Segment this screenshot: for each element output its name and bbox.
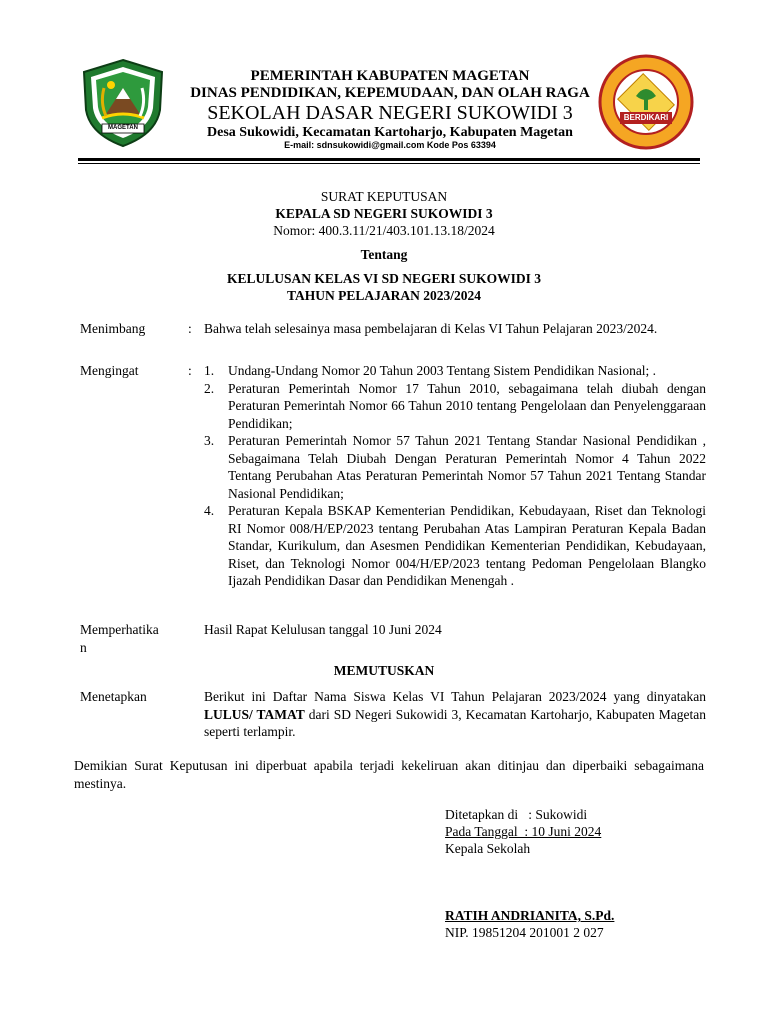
list-item: 4. Peraturan Kepala BSKAP Kementerian Pendidikan, Kebudayaan, Riset dan Teknologi RI Nomor 008/H/EP/2023 tentang Perubahan Atas Lampiran Peraturan Kepala Badan Standar, Kurikulum, dan Asesmen Pendidikan Kementerian Pendidikan, Kebudayaan, Riset, dan Teknologi Nomor 004/H/EP/2023 tentang Pedoman Pengelolaan Blangko Ijazah Pendidikan Dasar dan Pendidikan Menengah . — [204, 503, 706, 588]
decree-number: Nomor: 400.3.11/21/403.101.13.18/2024 — [273, 223, 495, 238]
menimbang-text: Bahwa telah selesainya masa pembelajaran di Kelas VI Tahun Pelajaran 2023/2024. — [204, 321, 658, 336]
list-item: 3. Peraturan Pemerintah Nomor 57 Tahun 2021 Tentang Standar Nasional Pendidikan , Sebagaimana Telah Diubah Dengan Peraturan Pemerintah Nomor 4 Tahun 2022 Tentang Perubahan Atas Peraturan Pemerintah Nomor 57 Tahun 2021 Tentang Standar Nasional Pendidikan; — [204, 433, 706, 501]
mengingat-list — [204, 362, 706, 590]
mengingat-colon: : — [188, 363, 192, 378]
lulus-tamat-emphasis: LULUS/ TAMAT — [204, 706, 305, 722]
signer-nip: NIP. 19851204 201001 2 027 — [445, 925, 604, 940]
decree-subject: KELULUSAN KELAS VI SD NEGERI SUKOWIDI 3 — [226, 271, 542, 286]
gov-line: PEMERINTAH KABUPATEN MAGETAN — [250, 68, 530, 84]
school-address: Desa Sukowidi, Kecamatan Kartoharjo, Kabupaten Magetan — [207, 125, 573, 140]
header-rule-thick — [78, 158, 700, 161]
school-contact: E-mail: sdnsukowidi@gmail.com Kode Pos 63394 — [284, 140, 496, 150]
memperhatikan-label: Memperhatika n — [80, 622, 159, 655]
menimbang-label: Menimbang — [80, 321, 146, 336]
header-rule-thin — [78, 163, 700, 164]
signature-position: Kepala Sekolah — [445, 841, 531, 856]
menimbang-colon: : — [188, 321, 192, 336]
memutuskan-heading: MEMUTUSKAN — [333, 663, 435, 678]
seal-label: BERDIKARI — [620, 112, 672, 124]
decree-about: Tentang — [360, 247, 408, 262]
dept-line: DINAS PENDIDIKAN, KEPEMUDAAN, DAN OLAH RAGA — [190, 85, 590, 101]
decree-year: TAHUN PELAJARAN 2023/2024 — [286, 288, 481, 303]
memperhatikan-text: Hasil Rapat Kelulusan tanggal 10 Juni 2024 — [204, 622, 442, 637]
magetan-emblem-logo — [80, 58, 166, 148]
menetapkan-text: Berikut ini Daftar Nama Siswa Kelas VI Tahun Pelajaran 2023/2024 yang dinyatakan LULUS/ TAMAT dari SD Negeri Sukowidi 3, Kecamatan Kartoharjo, Kabupaten Magetan seperti terlampir. — [204, 689, 706, 739]
decree-title: SURAT KEPUTUSAN — [320, 189, 448, 204]
mengingat-label: Mengingat — [80, 363, 139, 378]
closing-paragraph: Demikian Surat Keputusan ini diperbuat apabila terjadi kekeliruan akan ditinjau dan diperbaiki sebagaimana mestinya. — [74, 758, 704, 791]
decree-issuer: KEPALA SD NEGERI SUKOWIDI 3 — [275, 206, 493, 221]
school-name: SEKOLAH DASAR NEGERI SUKOWIDI 3 — [207, 102, 573, 124]
signature-date: Pada Tanggal : 10 Juni 2024 — [445, 824, 602, 839]
list-item: 1. Undang-Undang Nomor 20 Tahun 2003 Tentang Sistem Pendidikan Nasional; . — [204, 363, 657, 378]
signature-place: Ditetapkan di : Sukowidi — [445, 807, 588, 822]
signer-name: RATIH ANDRIANITA, S.Pd. — [445, 908, 615, 923]
menetapkan-label: Menetapkan — [80, 689, 147, 704]
list-item: 2. Peraturan Pemerintah Nomor 17 Tahun 2010, sebagaimana telah diubah dengan Peraturan Pemerintah Nomor 66 Tahun 2010 tentang Pengelolaan dan Penyelenggaraan Pendidikan; — [204, 380, 706, 431]
emblem-banner-text: MAGETAN — [108, 125, 138, 131]
